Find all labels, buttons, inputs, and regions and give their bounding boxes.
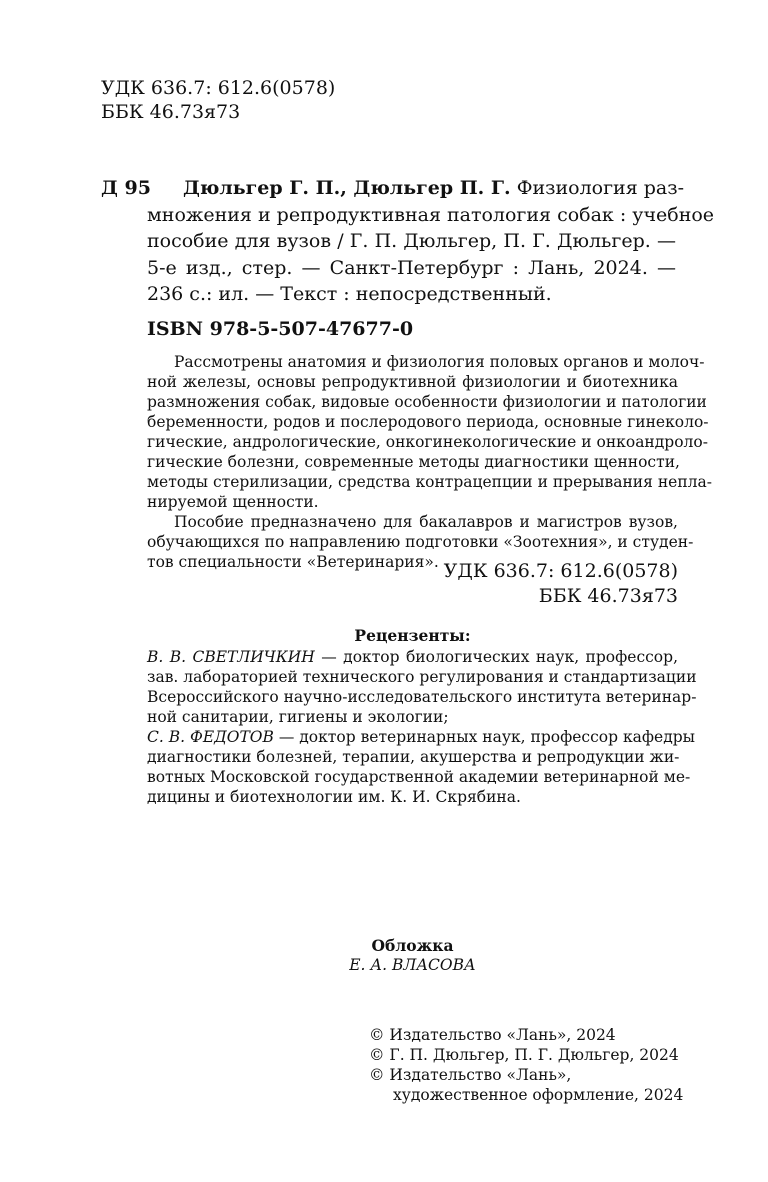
abstract-line-2: ной железы, основы репродуктивной физиологии и биотехника <box>147 373 678 391</box>
abstract-line-6: гические болезни, современные методы диагностики щенности, <box>147 453 680 471</box>
abstract-line-7: методы стерилизации, средства контрацепции и прерывания непла- <box>147 473 713 491</box>
biblio-line-5: 236 с.: ил. — Текст : непосредственный. <box>147 283 552 305</box>
udk-top: УДК 636.7: 612.6(0578) <box>101 77 336 99</box>
audience-line-2: обучающихся по направлению подготовки «Зоотехния», и студен- <box>147 533 694 551</box>
abstract-line-8: нируемой щенности. <box>147 493 319 511</box>
bbk-right: ББК 46.73я73 <box>538 585 678 607</box>
reviewer2-line-1 <box>147 728 695 746</box>
abstract-line-3: размножения собак, видовые особенности физиологии и патологии <box>147 393 707 411</box>
copyright-line-2: © Г. П. Дюльгер, П. Г. Дюльгер, 2024 <box>369 1046 679 1064</box>
reviewer1-line-1 <box>147 648 678 666</box>
reviewer2-line-3: вотных Московской государственной академии ветеринарной ме- <box>147 768 691 786</box>
reviewer1-line-2: зав. лабораторией технического регулирования и стандартизации <box>147 668 697 686</box>
reviewer2-degree: — доктор ветеринарных наук, профессор кафедры <box>273 728 695 746</box>
copyright-line-4: художественное оформление, 2024 <box>393 1086 684 1104</box>
reviewer1-name: В. В. СВЕТЛИЧКИН <box>147 648 315 666</box>
reviewer2-line-2: диагностики болезней, терапии, акушерства и репродукции жи- <box>147 748 680 766</box>
biblio-line-2: множения и репродуктивная патология собак : учебное <box>147 204 715 226</box>
biblio-authors: Дюльгер Г. П., Дюльгер П. Г. <box>183 177 511 199</box>
reviewer1-line-3: Всероссийского научно-исследовательского института ветеринар- <box>147 688 697 706</box>
biblio-line-1 <box>183 177 685 199</box>
isbn: ISBN 978-5-507-47677-0 <box>147 318 414 340</box>
reviewer1-line-4: ной санитарии, гигиены и экологии; <box>147 708 449 726</box>
audience-line-3: тов специальности «Ветеринария». <box>147 553 439 571</box>
reviewer2-line-4: дицины и биотехнологии им. К. И. Скрябина. <box>147 788 521 806</box>
abstract-line-5: гические, андрологические, онкогинекологические и онкоандроло- <box>147 433 708 451</box>
abstract-line-4: беременности, родов и послеродового периода, основные гинеколо- <box>147 413 709 431</box>
biblio-line-4: 5-е изд., стер. — Санкт-Петербург : Лань, 2024. — <box>147 257 676 279</box>
audience-line-1: Пособие предназначено для бакалавров и магистров вузов, <box>174 513 678 531</box>
reviewers-title: Рецензенты: <box>354 626 471 645</box>
reviewer1-degree: — доктор биологических наук, профессор, <box>314 648 678 666</box>
reviewer2-name: С. В. ФЕДОТОВ <box>147 728 274 746</box>
copyright-line-1: © Издательство «Лань», 2024 <box>369 1026 616 1044</box>
abstract-line-1: Рассмотрены анатомия и физиология половых органов и молоч- <box>174 353 705 371</box>
udk-right: УДК 636.7: 612.6(0578) <box>443 560 678 582</box>
copyright-line-3: © Издательство «Лань», <box>369 1066 572 1084</box>
bbk-top: ББК 46.73я73 <box>101 101 241 123</box>
biblio-line-3: пособие для вузов / Г. П. Дюльгер, П. Г. Дюльгер. — <box>147 230 676 252</box>
author-code: Д 95 <box>101 177 151 199</box>
cover-title: Обложка <box>371 936 454 955</box>
cover-artist: Е. А. ВЛАСОВА <box>349 956 476 974</box>
biblio-title-start: Физиология раз- <box>516 177 685 199</box>
